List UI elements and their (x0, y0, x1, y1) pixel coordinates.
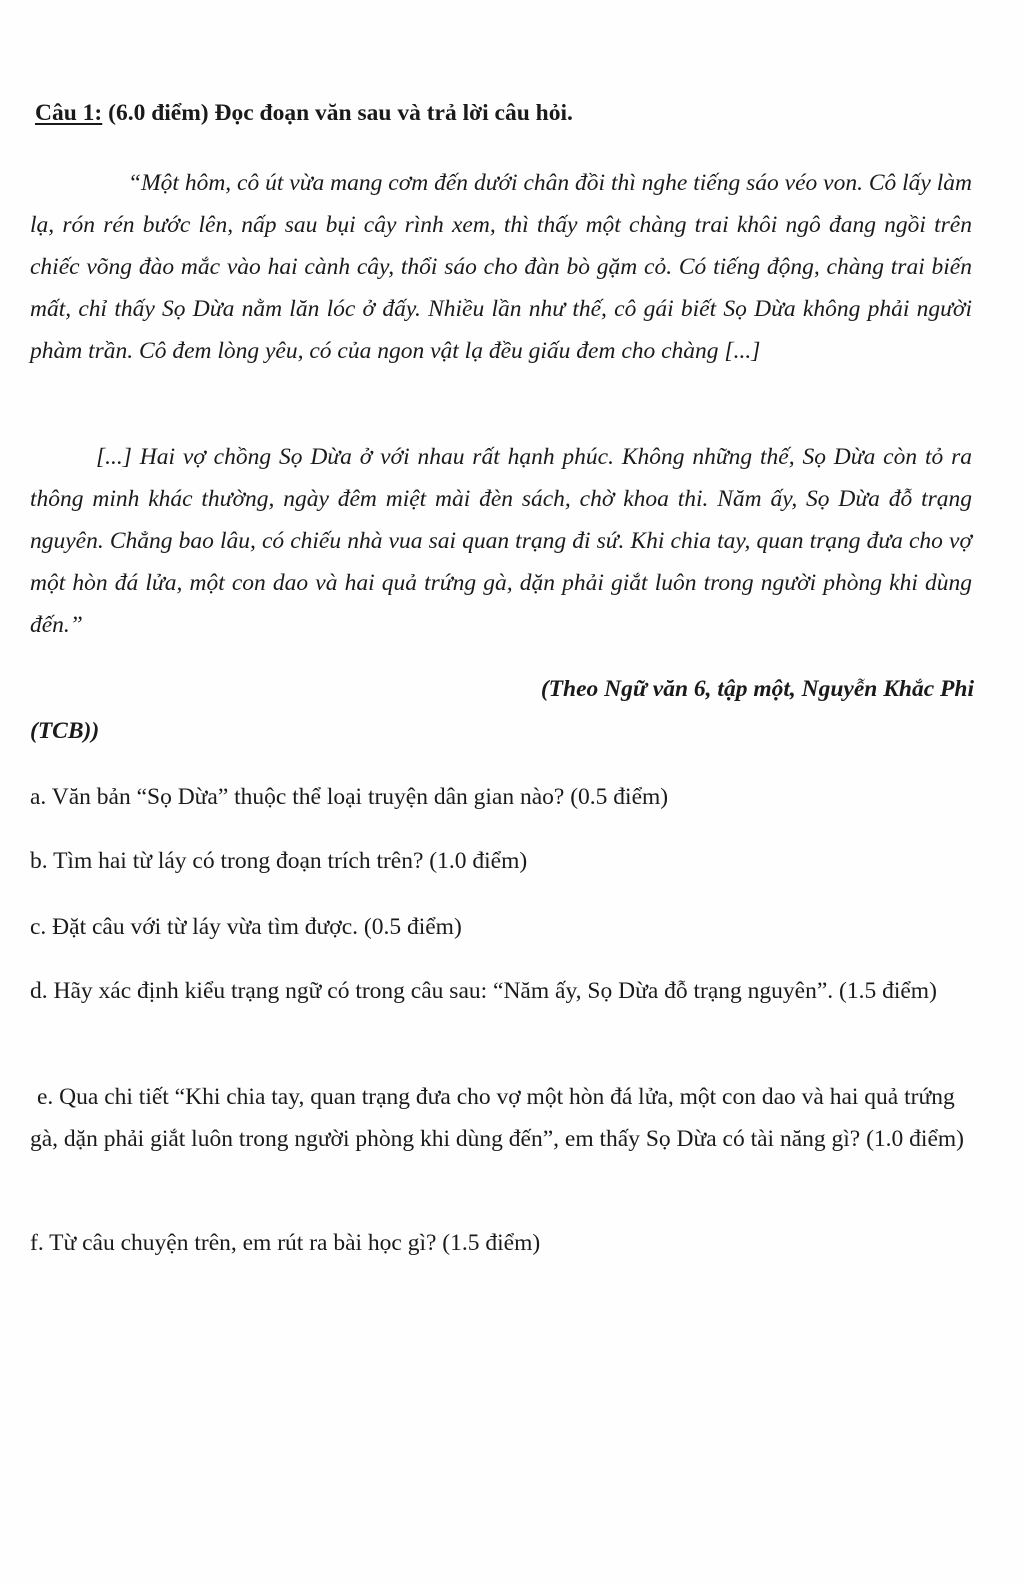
question-f: f. Từ câu chuyện trên, em rút ra bài học gì? (1.5 điểm) (30, 1230, 541, 1256)
passage-paragraph-2: [...] Hai vợ chồng Sọ Dừa ở với nhau rất hạnh phúc. Không những thế, Sọ Dừa còn tỏ ra thông minh khác thường, ngày đêm miệt mài đèn sách, chờ khoa thi. Năm ấy, Sọ Dừa đỗ trạng nguyên. Chẳng bao lâu, có chiếu nhà vua sai quan trạng đi sứ. Khi chia tay, quan trạng đưa cho vợ một hòn đá lửa, một con dao và hai quả trứng gà, dặn phải giắt luôn trong người phòng khi dùng đến.” (30, 444, 972, 638)
question-b: b. Tìm hai từ láy có trong đoạn trích trên? (1.0 điểm) (30, 848, 528, 874)
source-line-1: (Theo Ngữ văn 6, tập một, Nguyễn Khắc Phi (540, 676, 974, 702)
passage-paragraph-1: “Một hôm, cô út vừa mang cơm đến dưới chân đồi thì nghe tiếng sáo véo von. Cô lấy làm lạ, rón rén bước lên, nấp sau bụi cây rình xem, thì thấy một chàng trai khôi ngô đang ngồi trên chiếc võng đào mắc vào hai cành cây, thổi sáo cho đàn bò gặm cỏ. Có tiếng động, chàng trai biến mất, chỉ thấy Sọ Dừa nằm lăn lóc ở đấy. Nhiều lần như thế, cô gái biết Sọ Dừa không phải người phàm trần. Cô đem lòng yêu, có của ngon vật lạ đều giấu đem cho chàng [...] (30, 170, 972, 364)
question-e: e. Qua chi tiết “Khi chia tay, quan trạng đưa cho vợ một hòn đá lửa, một con dao và hai quả trứng gà, dặn phải giắt luôn trong người phòng khi dùng đến”, em thấy Sọ Dừa có tài năng gì? (1.0 điểm) (30, 1084, 964, 1152)
source-line-2: (TCB)) (30, 718, 100, 744)
question-d: d. Hãy xác định kiểu trạng ngữ có trong câu sau: “Năm ấy, Sọ Dừa đỗ trạng nguyên”. (1.5 điểm) (30, 978, 937, 1004)
question-instruction: (6.0 điểm) Đọc đoạn văn sau và trả lời câu hỏi. (102, 100, 573, 126)
passage-source (30, 668, 974, 752)
question-heading (35, 97, 573, 129)
question-number: Câu 1: (35, 100, 103, 126)
question-c: c. Đặt câu với từ láy vừa tìm được. (0.5 điểm) (30, 914, 462, 940)
question-a: a. Văn bản “Sọ Dừa” thuộc thể loại truyện dân gian nào? (0.5 điểm) (30, 784, 669, 810)
